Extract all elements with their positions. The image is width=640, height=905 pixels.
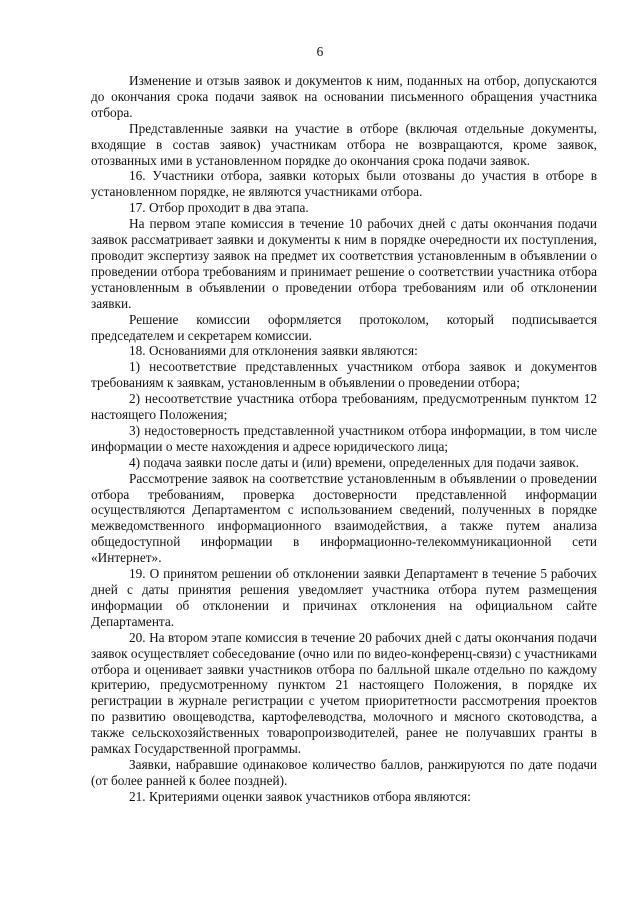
paragraph: На первом этапе комиссия в течение 10 рабочих дней с даты окончания подачи заявок рассматривает заявки и документы к ним в порядке очередности их поступления, проводит экспертизу заявок на предмет их соответствия установленным в объявлении о проведении отбора требованиям и принимает решение о соответствии участника отбора установленным в объявлении о проведении отбора требованиям или об отклонении заявки. bbox=[91, 216, 597, 311]
page-number: 6 bbox=[316, 44, 324, 59]
paragraph: Изменение и отзыв заявок и документов к ним, поданных на отбор, допускаются до окончания срока подачи заявок на основании письменного обращения участника отбора. bbox=[91, 73, 597, 120]
paragraph: 18. Основаниями для отклонения заявки являются: bbox=[129, 343, 418, 359]
paragraph: 19. О принятом решении об отклонении заявки Департамент в течение 5 рабочих дней с даты принятия решения уведомляет участника отбора путем размещения информации об отклонении и причинах отклонения на официальном сайте Департамента. bbox=[91, 566, 597, 629]
paragraph: 3) недостоверность представленной участником отбора информации, в том числе информации о месте нахождения и адресе юридического лица; bbox=[91, 422, 597, 454]
paragraph: Заявки, набравшие одинаковое количество баллов, ранжируются по дате подачи (от более ранней к более поздней). bbox=[91, 756, 597, 788]
paragraph: 20. На втором этапе комиссия в течение 20 рабочих дней с даты окончания подачи заявок осуществляет собеседование (очно или по видео-конференц-связи) с участниками отбора и оценивает заявки участников отбора по балльной шкале отдельно по каждому критерию, предусмотренному пунктом 21 настоящего Положения, в порядке их регистрации в журнале регистрации с учетом приоритетности рассмотрения проектов по развитию овощеводства, картофелеводства, молочного и мясного скотоводства, а также сельскохозяйственных товаропроизводителей, ранее не получавших гранты в рамках Государственной программы. bbox=[91, 629, 597, 757]
paragraph: Рассмотрение заявок на соответствие установленным в объявлении о проведении отбора требованиям, проверка достоверности представленной информации осуществляются Департаментом с использованием сведений, полученных в порядке межведомственного информационного взаимодействия, а также путем анализа общедоступной информации в информационно-телекоммуникационной сети «Интернет». bbox=[91, 470, 597, 566]
paragraph: Представленные заявки на участие в отборе (включая отдельные документы, входящие в состав заявок) участникам отбора не возвращаются, кроме заявок, отозванных ими в установленном порядке до окончания срока подачи заявок. bbox=[91, 120, 597, 168]
document-body bbox=[91, 73, 597, 805]
paragraph: 17. Отбор проходит в два этапа. bbox=[129, 200, 309, 216]
paragraph: 1) несоответствие представленных участником отбора заявок и документов требованиям к заявкам, установленным в объявлении о проведении отбора; bbox=[91, 359, 597, 391]
paragraph: 4) подача заявки после даты и (или) времени, определенных для подачи заявок. bbox=[129, 454, 579, 470]
paragraph: 2) несоответствие участника отбора требованиям, предусмотренным пунктом 12 настоящего Положения; bbox=[91, 391, 597, 423]
paragraph: 21. Критериями оценки заявок участников отбора являются: bbox=[129, 788, 471, 804]
paragraph: Решение комиссии оформляется протоколом, который подписывается председателем и секретарем комиссии. bbox=[91, 311, 597, 343]
paragraph: 16. Участники отбора, заявки которых были отозваны до участия в отборе в установленном порядке, не являются участниками отбора. bbox=[91, 168, 597, 200]
